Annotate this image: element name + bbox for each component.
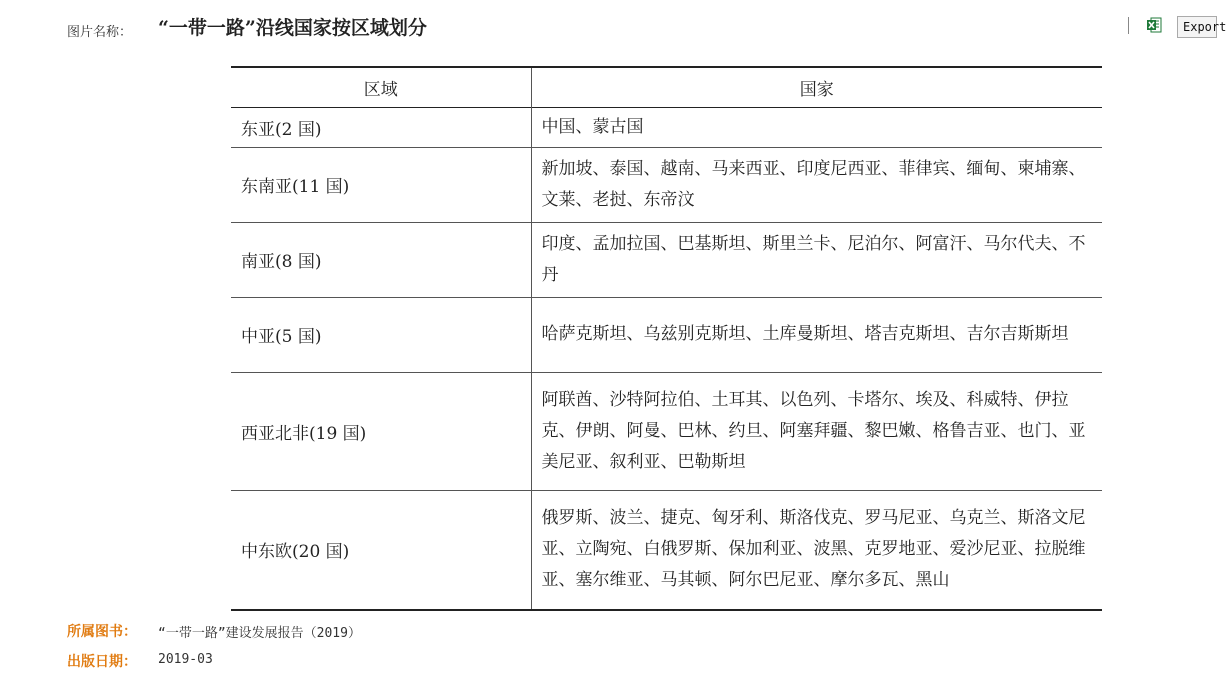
toolbar-separator xyxy=(1128,17,1129,34)
region-cell: 中亚(5 国) xyxy=(231,297,531,372)
image-title: “一带一路”沿线国家按区域划分 xyxy=(158,17,427,39)
countries-cell: 俄罗斯、波兰、捷克、匈牙利、斯洛伐克、罗马尼亚、乌克兰、斯洛文尼亚、立陶宛、白俄罗斯、保加利亚、波黑、克罗地亚、爱沙尼亚、拉脱维亚、塞尔维亚、马其顿、阿尔巴尼亚、摩尔多瓦、黑山 xyxy=(541,508,1086,591)
countries-cell: 印度、孟加拉国、巴基斯坦、斯里兰卡、尼泊尔、阿富汗、马尔代夫、不丹 xyxy=(541,233,1086,285)
table-row xyxy=(231,297,1102,372)
region-cell: 南亚(8 国) xyxy=(231,222,531,297)
table-row xyxy=(231,490,1102,610)
publish-date-label: 出版日期： xyxy=(67,654,137,670)
book-title-link[interactable]: “一带一路”建设发展报告（2019） xyxy=(158,626,361,641)
book-label: 所属图书： xyxy=(67,624,137,640)
countries-cell: 中国、蒙古国 xyxy=(541,116,644,137)
table-row xyxy=(231,372,1102,490)
countries-cell: 哈萨克斯坦、乌兹别克斯坦、土库曼斯坦、塔吉克斯坦、吉尔吉斯斯坦 xyxy=(541,324,1069,344)
region-cell: 东南亚(11 国) xyxy=(231,147,531,222)
region-cell: 中东欧(20 国) xyxy=(231,490,531,610)
image-name-label: 图片名称： xyxy=(67,25,133,40)
publish-date-value: 2019-03 xyxy=(158,652,213,667)
column-header-countries: 国家 xyxy=(799,79,834,100)
region-cell: 东亚(2 国) xyxy=(231,107,531,147)
excel-icon[interactable] xyxy=(1146,17,1162,33)
regions-table xyxy=(231,66,1102,611)
table-row xyxy=(231,222,1102,297)
column-header-region: 区域 xyxy=(231,67,531,107)
export-button[interactable]: Export xyxy=(1177,16,1217,38)
table-header-row xyxy=(231,67,1102,107)
table-row xyxy=(231,107,1102,147)
table-row xyxy=(231,147,1102,222)
countries-cell: 新加坡、泰国、越南、马来西亚、印度尼西亚、菲律宾、缅甸、柬埔寨、文莱、老挝、东帝汶 xyxy=(541,158,1086,210)
countries-cell: 阿联酋、沙特阿拉伯、土耳其、以色列、卡塔尔、埃及、科威特、伊拉克、伊朗、阿曼、巴林、约旦、阿塞拜疆、黎巴嫩、格鲁吉亚、也门、亚美尼亚、叙利亚、巴勒斯坦 xyxy=(541,389,1086,472)
region-cell: 西亚北非(19 国) xyxy=(231,372,531,490)
